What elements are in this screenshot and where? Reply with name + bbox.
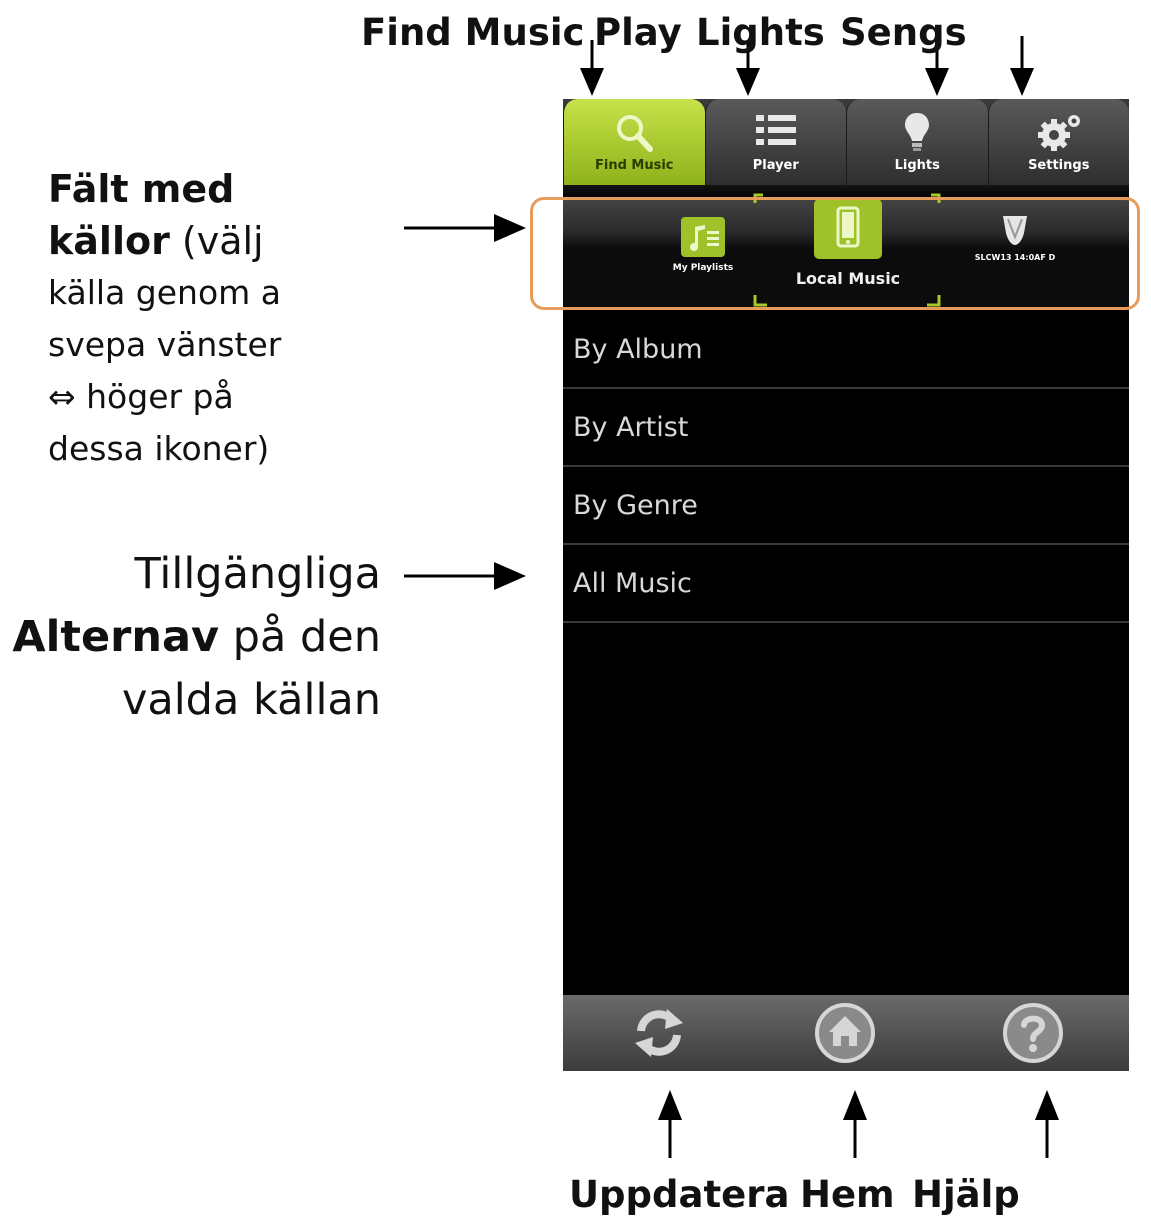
sources-line2-bold: källor [48,219,170,263]
tab-find-music[interactable] [563,99,705,185]
tab-label: Player [752,158,799,173]
label-play: Play [594,11,682,54]
source-label: SLCW13 14:0AF D [974,253,1056,262]
options-line2-bold: Alternav [12,612,219,662]
label-lights: Lights [696,11,825,54]
label-sengs: Sengs [840,11,967,54]
sources-line5: ⇔ höger på [48,377,234,416]
tab-lights[interactable] [846,99,988,185]
home-button[interactable] [813,1001,877,1065]
menu-item-all-music[interactable]: All Music [563,545,1129,623]
options-line1: Tillgängliga [134,549,381,599]
sources-annotation [48,163,281,475]
sources-line3: källa genom a [48,273,282,312]
tab-bar [563,99,1129,185]
tab-player[interactable] [705,99,847,185]
label-find-music: Find Music [361,11,585,54]
label-refresh: Uppdatera [569,1173,790,1216]
sources-highlight-frame [530,197,1140,310]
gear-icon [1034,111,1084,157]
sources-line1: Fält med [48,167,235,211]
refresh-icon [627,1050,691,1069]
refresh-button[interactable] [627,1001,691,1065]
source-label: Local Music [795,269,901,288]
menu-item-by-artist[interactable]: By Artist [563,389,1129,467]
home-icon [813,1050,877,1069]
sources-line4: svepa vänster [48,325,282,364]
menu-item-by-album[interactable]: By Album [563,311,1129,389]
tab-settings[interactable] [988,99,1130,185]
options-annotation [12,543,381,732]
search-icon [612,111,656,159]
tab-label: Lights [894,158,940,173]
bottom-bar [563,995,1129,1071]
tab-label: Settings [1028,158,1090,173]
sources-line2-rest: (välj [169,219,264,263]
bulb-icon [902,111,932,157]
label-help: Hjälp [912,1173,1020,1216]
menu-item-by-genre[interactable]: By Genre [563,467,1129,545]
option-list [563,311,1129,623]
list-icon [754,111,798,155]
sources-line6: dessa ikoner) [48,429,270,468]
tab-label: Find Music [594,158,674,173]
source-label: My Playlists [672,263,734,273]
label-home: Hem [800,1173,895,1216]
options-line2-rest: på den [219,612,381,662]
options-line3: valda källan [121,675,381,725]
help-icon [1001,1050,1065,1069]
help-button[interactable] [1001,1001,1065,1065]
